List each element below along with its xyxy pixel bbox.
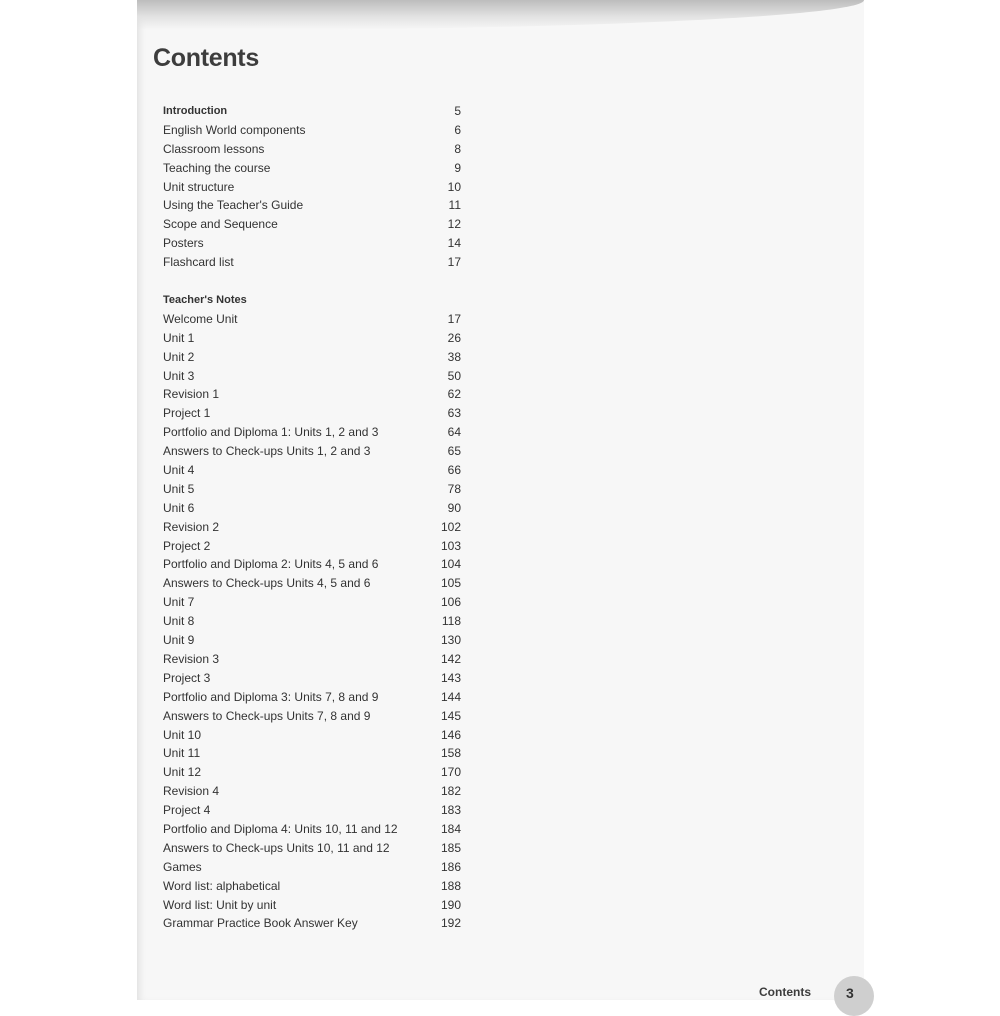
toc-entry-title: Unit 3 [163,368,195,383]
header-swoosh [137,0,864,30]
toc-entry-title: Games [163,859,202,874]
toc-entry-title: Posters [163,236,204,251]
toc-page-number: 6 [454,122,461,137]
toc-page-number: 26 [447,330,461,345]
toc-entry [163,574,473,593]
toc-entry-title: Introduction [163,105,228,117]
page-title: Contents [153,44,259,72]
toc-entry [163,858,473,877]
toc-entry [163,612,473,631]
toc-entry [163,348,473,367]
toc-entry [163,367,473,386]
toc-entry [163,555,473,574]
toc-entry [163,196,473,215]
toc-entry-title: Grammar Practice Book Answer Key [163,916,358,931]
toc-entry [163,744,473,763]
toc-page-number: 182 [440,784,461,799]
toc-entry [163,726,473,745]
toc-entry-title: Unit 2 [163,349,195,364]
toc-entry [163,820,473,839]
toc-page-number: 158 [440,746,461,761]
toc-entry [163,404,473,423]
toc-entry-title: English World components [163,122,306,137]
toc-entry [163,782,473,801]
toc-page-number: 146 [440,727,461,742]
toc-page-number: 106 [440,595,461,610]
toc-entry [163,178,473,197]
toc-entry-title: Unit 8 [163,614,195,629]
toc-page-number: 104 [440,557,461,572]
toc-entry [163,140,473,159]
toc-entry [163,253,473,272]
toc-entry-title: Portfolio and Diploma 2: Units 4, 5 and 6 [163,557,379,572]
toc-page-number: 192 [440,916,461,931]
toc-entry-title: Unit 12 [163,765,202,780]
toc-page-number: 105 [440,576,461,591]
toc-page-number: 183 [440,803,461,818]
toc-entry-title: Answers to Check-ups Units 7, 8 and 9 [163,708,371,723]
toc-page-number: 14 [447,236,461,251]
toc-page-number: 50 [447,368,461,383]
toc-entry-title: Answers to Check-ups Units 1, 2 and 3 [163,444,371,459]
toc-entry [163,650,473,669]
toc-page-number: 170 [440,765,461,780]
toc-spacer [163,272,473,291]
toc-page-number: 65 [447,444,461,459]
toc-entry-title: Classroom lessons [163,141,265,156]
toc-page-number: 143 [440,670,461,685]
toc-entry-title: Using the Teacher's Guide [163,198,304,213]
toc-entry [163,839,473,858]
toc-page-number: 64 [447,425,461,440]
toc-entry [163,121,473,140]
toc-page-number: 62 [447,387,461,402]
toc-page-number: 186 [440,859,461,874]
toc-entry-title: Teaching the course [163,160,271,175]
toc-page-number: 17 [447,255,461,270]
toc-page-number: 12 [447,217,461,232]
toc-entry-title: Portfolio and Diploma 1: Units 1, 2 and 3 [163,425,379,440]
toc-entry [163,688,473,707]
toc-entry-title: Project 3 [163,670,211,685]
toc-entry-title: Unit structure [163,179,235,194]
toc-entry [163,329,473,348]
toc-entry [163,385,473,404]
toc-section-heading [163,291,473,310]
toc-page-number: 188 [440,878,461,893]
toc-entry-title: Word list: Unit by unit [163,897,277,912]
toc-entry [163,877,473,896]
toc-page-number: 78 [447,481,461,496]
toc-entry-title: Teacher's Notes [163,294,247,307]
page-number-badge [834,976,874,1016]
toc-entry [163,763,473,782]
toc-page-number: 8 [454,141,461,156]
toc-page-number: 11 [448,198,461,213]
toc-entry-title: Project 4 [163,803,211,818]
toc-entry-title: Unit 10 [163,727,202,742]
toc-page-number: 9 [454,160,461,175]
toc-entry [163,480,473,499]
toc-entry [163,442,473,461]
toc-page-number: 185 [440,840,461,855]
toc-entry-title: Revision 4 [163,784,220,799]
footer-section-label: Contents [759,985,811,999]
toc-page-number: 10 [447,179,461,194]
page-number: 3 [846,985,854,1001]
toc-entry-title: Answers to Check-ups Units 4, 5 and 6 [163,576,371,591]
toc-entry-title: Unit 9 [163,633,195,648]
toc-entry-title: Answers to Check-ups Units 10, 11 and 12 [163,840,390,855]
toc-page-number: 63 [447,406,461,421]
toc-entry [163,537,473,556]
toc-page-number: 142 [440,651,461,666]
toc-entry [163,593,473,612]
toc-entry-title: Project 1 [163,406,211,421]
toc-entry-title: Unit 7 [163,595,195,610]
toc-entry [163,310,473,329]
toc-entry [163,423,473,442]
toc-page-number: 103 [440,538,461,553]
toc-section-heading [163,102,473,121]
toc-page-number: 145 [440,708,461,723]
toc-entry-title: Word list: alphabetical [163,878,281,893]
toc-entry [163,707,473,726]
toc-entry-title: Welcome Unit [163,311,238,326]
book-page [137,0,864,1000]
toc-page-number: 66 [447,463,461,478]
toc-entry-title: Portfolio and Diploma 4: Units 10, 11 and 12 [163,821,398,836]
toc-entry [163,896,473,915]
toc-page-number: 38 [447,349,461,364]
toc-page-number: 144 [440,689,461,704]
toc-page-number: 118 [441,614,461,629]
table-of-contents [163,102,473,933]
toc-entry-title: Unit 5 [163,481,195,496]
toc-entry [163,215,473,234]
toc-entry-title: Revision 2 [163,519,220,534]
toc-page-number: 130 [440,633,461,648]
toc-entry [163,234,473,253]
toc-page-number: 5 [454,104,461,118]
toc-entry-title: Flashcard list [163,255,234,270]
toc-entry [163,914,473,933]
toc-entry [163,461,473,480]
toc-page-number: 190 [440,897,461,912]
toc-entry-title: Unit 6 [163,500,195,515]
toc-page-number: 90 [447,500,461,515]
toc-entry-title: Unit 4 [163,463,195,478]
toc-entry [163,801,473,820]
toc-page-number: 184 [440,821,461,836]
toc-entry-title: Scope and Sequence [163,217,278,232]
toc-entry [163,518,473,537]
toc-entry-title: Portfolio and Diploma 3: Units 7, 8 and 9 [163,689,379,704]
toc-entry-title: Project 2 [163,538,211,553]
toc-entry [163,159,473,178]
toc-entry-title: Revision 3 [163,651,220,666]
toc-entry-title: Revision 1 [163,387,220,402]
toc-entry [163,499,473,518]
toc-page-number: 17 [447,311,461,326]
toc-entry-title: Unit 1 [163,330,195,345]
toc-page-number: 102 [440,519,461,534]
toc-entry [163,669,473,688]
toc-entry-title: Unit 11 [163,746,201,761]
toc-entry [163,631,473,650]
